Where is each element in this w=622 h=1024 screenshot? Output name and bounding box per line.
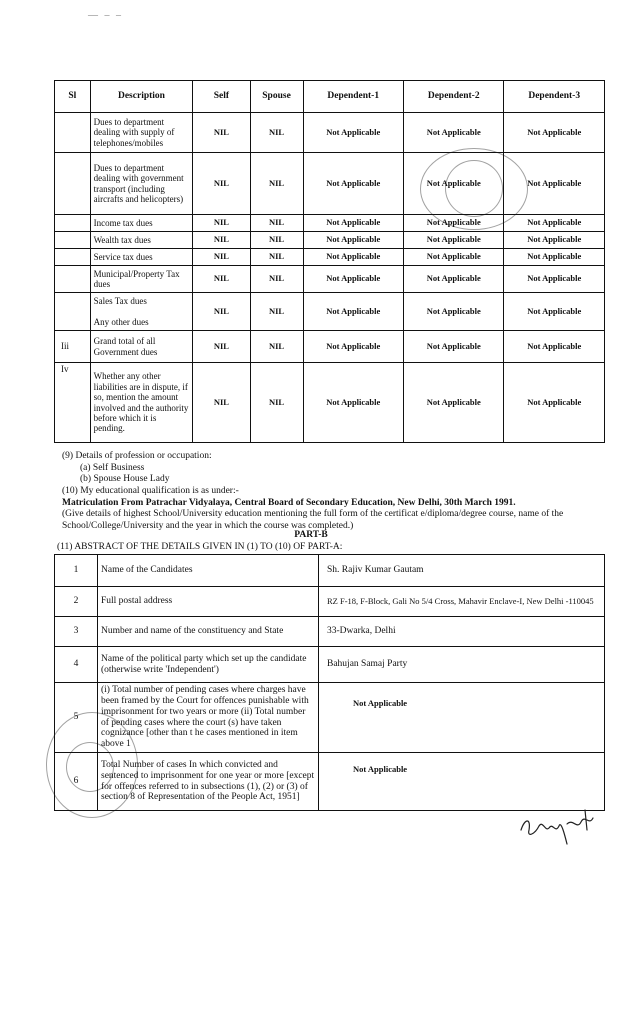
abstract-value: Sh. Rajiv Kumar Gautam: [319, 555, 605, 587]
abstract-value: Not Applicable: [319, 753, 605, 811]
table-row: [55, 232, 605, 249]
row-sl: [55, 215, 91, 232]
row-dependent-1: Not Applicable: [303, 232, 403, 249]
table-row: [55, 647, 605, 683]
abstract-value: 33-Dwarka, Delhi: [319, 617, 605, 647]
row-dependent-3: Not Applicable: [504, 249, 605, 266]
abstract-label: Full postal address: [98, 587, 319, 617]
abstract-label: Name of the Candidates: [98, 555, 319, 587]
abstract-value: RZ F-18, F-Block, Gali No 5/4 Cross, Mahavir Enclave-I, New Delhi -110045: [319, 587, 605, 617]
row-sl: Iv: [55, 363, 91, 443]
row-dependent-1: Not Applicable: [303, 249, 403, 266]
col-spouse: Spouse: [250, 81, 303, 113]
row-description: Sales Tax dues Any other dues: [90, 293, 193, 331]
row-dependent-1: Not Applicable: [303, 215, 403, 232]
row-spouse: NIL: [250, 153, 303, 215]
table-row: [55, 683, 605, 753]
section-11-title: (11) ABSTRACT OF THE DETAILS GIVEN IN (1) TO (10) OF PART-A:: [57, 542, 343, 552]
row-dependent-1: Not Applicable: [303, 331, 403, 363]
abstract-number: 1: [55, 555, 98, 587]
row-self: NIL: [193, 113, 250, 153]
row-description: Grand total of all Government dues: [90, 331, 193, 363]
section-9-self: (a) Self Business: [80, 462, 145, 473]
abstract-label: Number and name of the constituency and State: [98, 617, 319, 647]
row-dependent-3: Not Applicable: [504, 232, 605, 249]
row-dependent-3: Not Applicable: [504, 331, 605, 363]
row-description: Dues to department dealing with supply of telephones/mobiles: [90, 113, 193, 153]
row-dependent-2: Not Applicable: [403, 293, 503, 331]
row-sl: [55, 232, 91, 249]
table-row: [55, 113, 605, 153]
abstract-label: (i) Total number of pending cases where charges have been framed by the Court for offences punishable with imprisonment for two years or more (ii) Total number of pending cases where the court (s) have taken cognizance [other than t he cases mentioned in item above 1: [98, 683, 319, 753]
row-self: NIL: [193, 266, 250, 293]
abstract-table: [54, 554, 605, 811]
row-description: Income tax dues: [90, 215, 193, 232]
section-9-title: (9) Details of profession or occupation:: [62, 451, 212, 461]
abstract-label: Name of the political party which set up the candidate (otherwise write 'Independent'): [98, 647, 319, 683]
section-9: [62, 451, 212, 486]
row-description: Dues to department dealing with government transport (including aircrafts and helicopters): [90, 153, 193, 215]
table-row: [55, 266, 605, 293]
row-description: Service tax dues: [90, 249, 193, 266]
row-dependent-1: Not Applicable: [303, 293, 403, 331]
row-spouse: NIL: [250, 232, 303, 249]
row-description: Municipal/Property Tax dues: [90, 266, 193, 293]
row-dependent-2: Not Applicable: [403, 249, 503, 266]
row-description: Wealth tax dues: [90, 232, 193, 249]
row-sl: [55, 113, 91, 153]
row-spouse: NIL: [250, 266, 303, 293]
signature: [515, 800, 605, 850]
row-dependent-1: Not Applicable: [303, 363, 403, 443]
abstract-value: Bahujan Samaj Party: [319, 647, 605, 683]
row-spouse: NIL: [250, 249, 303, 266]
row-dependent-3: Not Applicable: [504, 293, 605, 331]
section-10-note: (Give details of highest School/University education mentioning the full form of the certificat e/diploma/degree course, name of the School/College/University and the year in which the course was completed.): [62, 509, 564, 531]
row-self: NIL: [193, 249, 250, 266]
table-row: [55, 617, 605, 647]
row-dependent-3: Not Applicable: [504, 113, 605, 153]
col-sl: Sl: [55, 81, 91, 113]
row-self: NIL: [193, 331, 250, 363]
row-self: NIL: [193, 153, 250, 215]
table-row: [55, 249, 605, 266]
table-row: [55, 153, 605, 215]
section-10-qualification: Matriculation From Patrachar Vidyalaya, Central Board of Secondary Education, New Delhi, 30th March 1991.: [62, 497, 516, 508]
row-spouse: NIL: [250, 113, 303, 153]
table-row: [55, 331, 605, 363]
row-sl: [55, 153, 91, 215]
table-row: [55, 587, 605, 617]
row-dependent-2: Not Applicable: [403, 113, 503, 153]
row-dependent-3: Not Applicable: [504, 153, 605, 215]
header-marks: — – –: [88, 10, 123, 21]
section-10: [62, 486, 582, 532]
col-description: Description: [90, 81, 193, 113]
col-dependent-3: Dependent-3: [504, 81, 605, 113]
assets-dues-table: [54, 80, 605, 443]
part-b-heading: PART-B: [294, 530, 328, 540]
row-dependent-2: Not Applicable: [403, 363, 503, 443]
row-dependent-2: Not Applicable: [403, 331, 503, 363]
row-dependent-1: Not Applicable: [303, 266, 403, 293]
abstract-value: Not Applicable: [319, 683, 605, 753]
row-spouse: NIL: [250, 331, 303, 363]
abstract-number: 4: [55, 647, 98, 683]
row-dependent-1: Not Applicable: [303, 113, 403, 153]
abstract-number: 5: [55, 683, 98, 753]
abstract-number: 3: [55, 617, 98, 647]
col-self: Self: [193, 81, 250, 113]
row-dependent-3: Not Applicable: [504, 266, 605, 293]
row-dependent-2: Not Applicable: [403, 266, 503, 293]
row-self: NIL: [193, 232, 250, 249]
table-row: [55, 555, 605, 587]
abstract-number: 2: [55, 587, 98, 617]
row-self: NIL: [193, 363, 250, 443]
row-dependent-3: Not Applicable: [504, 363, 605, 443]
row-dependent-3: Not Applicable: [504, 215, 605, 232]
row-dependent-2: Not Applicable: [403, 153, 503, 215]
table-row: [55, 363, 605, 443]
abstract-number: 6: [55, 753, 98, 811]
row-sl: [55, 266, 91, 293]
row-sl: Iii: [55, 331, 91, 363]
section-10-title: (10) My educational qualification is as under:-: [62, 486, 239, 496]
table-header-row: [55, 81, 605, 113]
row-description: Whether any other liabilities are in dispute, if so, mention the amount involved and the authority before which it is pending.: [90, 363, 193, 443]
row-dependent-2: Not Applicable: [403, 215, 503, 232]
section-9-spouse: (b) Spouse House Lady: [80, 474, 170, 485]
row-self: NIL: [193, 293, 250, 331]
row-spouse: NIL: [250, 363, 303, 443]
row-dependent-1: Not Applicable: [303, 153, 403, 215]
row-spouse: NIL: [250, 215, 303, 232]
row-self: NIL: [193, 215, 250, 232]
col-dependent-1: Dependent-1: [303, 81, 403, 113]
table-row: [55, 215, 605, 232]
col-dependent-2: Dependent-2: [403, 81, 503, 113]
abstract-label: Total Number of cases In which convicted and sentenced to imprisonment for one year or more [except for offences referred to in subsections (1), (2) or (3) of section 8 of Representation of the People Act, 1951]: [98, 753, 319, 811]
row-sl: [55, 249, 91, 266]
row-spouse: NIL: [250, 293, 303, 331]
row-dependent-2: Not Applicable: [403, 232, 503, 249]
table-row: [55, 293, 605, 331]
row-sl: [55, 293, 91, 331]
